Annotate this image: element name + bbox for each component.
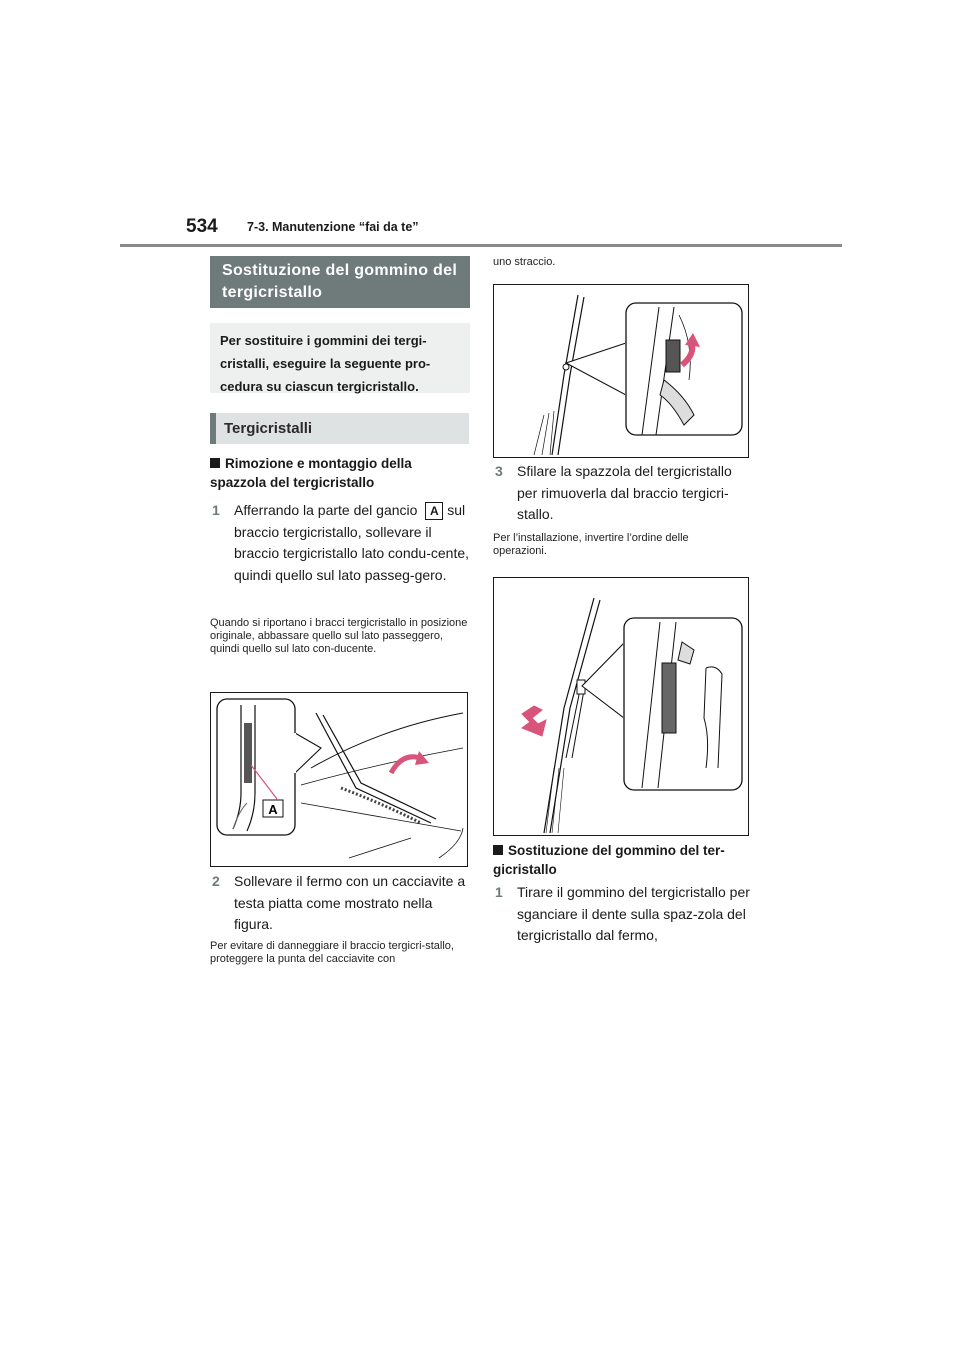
step-1 [212, 500, 470, 586]
note-text: Per l’installazione, invertire l’ordine delle operazioni. [493, 532, 689, 557]
step-2 [212, 871, 470, 936]
subsection-heading: Tergicristalli [210, 413, 469, 444]
step-number: 2 [212, 873, 220, 889]
bullet-square-icon [493, 845, 503, 855]
callout-label: A [425, 502, 443, 520]
step-text-cont: sul braccio tergicristallo, sollevare il braccio tergicristallo lato condu-cente, quindi quello sul lato passeg-gero. [234, 502, 470, 583]
wiper-clip-release-figure [493, 284, 749, 458]
step-text: Sfilare la spazzola del tergicristallo per rimuoverla dal braccio tergicri-stallo. [517, 463, 732, 522]
step-3 [495, 461, 751, 526]
wiper-arm-lift-figure [210, 692, 468, 867]
bullet-heading-removal: Rimozione e montaggio della spazzola del tergicristallo [210, 456, 412, 490]
intro-text: Per sostituire i gommini dei tergi-cristalli, eseguire la seguente pro-cedura su ciascun tergicristallo. [210, 323, 470, 393]
section-heading: Sostituzione del gommino del tergicristallo [210, 256, 470, 308]
note-text: Per evitare di danneggiare il braccio tergicri-stallo, proteggere la punta del cacciavite con [210, 940, 454, 965]
bullet-square-icon [210, 458, 220, 468]
step-text: Sollevare il fermo con un cacciavite a testa piatta come mostrato nella figura. [234, 873, 466, 932]
step-text: Afferrando la parte del gancio [234, 502, 418, 518]
step-number: 1 [212, 502, 220, 518]
step-number: 1 [495, 884, 503, 900]
bullet-heading-rubber: Sostituzione del gommino del ter-gicristallo [493, 843, 725, 877]
header-rule [120, 244, 842, 247]
note-text-continued: uno straccio. [493, 256, 556, 268]
page-number: 534 [186, 216, 218, 237]
step-text: Tirare il gommino del tergicristallo per sganciare il dente sulla spaz-zola del tergicristallo dal fermo, [517, 884, 750, 943]
step-4 [495, 882, 751, 947]
note-text: Quando si riportano i bracci tergicristallo in posizione originale, abbassare quello sul lato passeggero, quindi quello sul lato con-ducente. [210, 617, 468, 655]
section-title: 7-3. Manutenzione “fai da te” [247, 220, 419, 234]
step-number: 3 [495, 463, 503, 479]
figure-callout-a: A [268, 802, 278, 817]
wiper-blade-removal-figure [493, 577, 749, 836]
